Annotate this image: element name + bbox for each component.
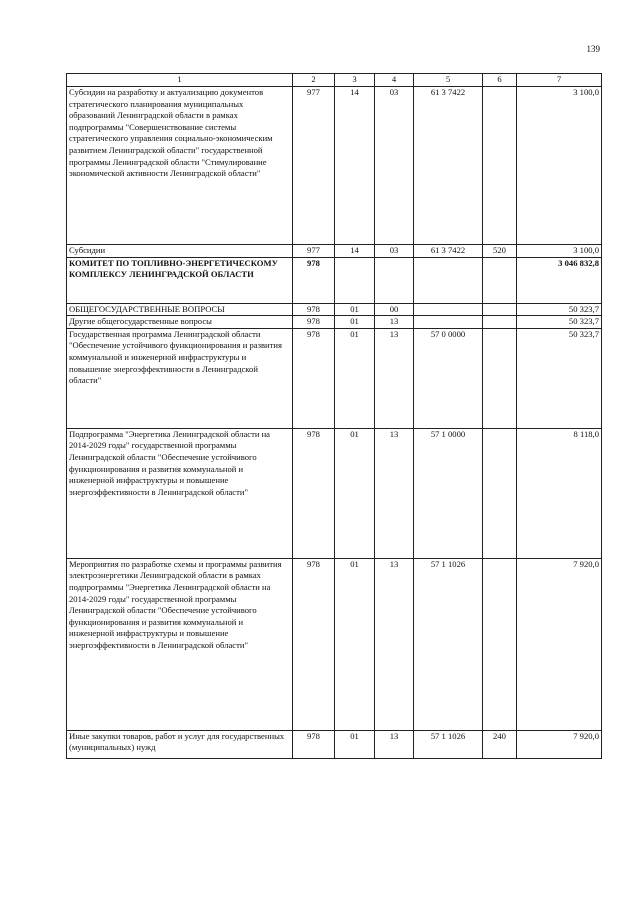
page-number: 139: [586, 44, 600, 54]
row-subsection-code: 13: [375, 730, 414, 758]
row-subsection-code: 03: [375, 245, 414, 258]
row-target-code: 57 1 1026: [414, 558, 483, 730]
row-name: Мероприятия по разработке схемы и программы развития электроэнергетики Ленинградской области в рамках подпрограммы "Энергетика Ленинградской области на 2014-2029 годы" государственной программы Ленинградской области "Обеспечение устойчивого функционирования и развития коммунальной и инженерной инфраструктуры и повышение энергоэффективности в Ленинградской области": [67, 558, 293, 730]
row-amount: 8 118,0: [517, 428, 602, 558]
table-row: [67, 328, 602, 428]
column-header: 4: [375, 74, 414, 87]
row-subsection-code: 13: [375, 328, 414, 428]
column-header: 2: [293, 74, 335, 87]
row-amount: 3 100,0: [517, 245, 602, 258]
row-ministry-code: 978: [293, 730, 335, 758]
row-section-code: 14: [335, 245, 375, 258]
row-amount: 50 323,7: [517, 303, 602, 316]
row-subsection-code: 13: [375, 428, 414, 558]
column-header: 5: [414, 74, 483, 87]
row-amount: 3 100,0: [517, 87, 602, 245]
row-expense-type: 520: [483, 245, 517, 258]
row-name: Субсидии: [67, 245, 293, 258]
row-subsection-code: 13: [375, 316, 414, 329]
row-ministry-code: 978: [293, 316, 335, 329]
row-amount: 50 323,7: [517, 316, 602, 329]
budget-table: [66, 73, 602, 759]
row-name: Субсидии на разработку и актуализацию документов стратегического планирования муниципальных образований Ленинградской области в рамках подпрограммы "Совершенствование системы стратегического управления социально-экономическим развитием Ленинградской области" государственной программы Ленинградской области "Стимулирование экономической активности Ленинградской области": [67, 87, 293, 245]
row-name: Подпрограмма "Энергетика Ленинградской области на 2014-2029 годы" государственной программы Ленинградской области "Обеспечение устойчивого функционирования и развития коммунальной и инженерной инфраструктуры и повышение энергоэффективности в Ленинградской области": [67, 428, 293, 558]
table-row: [67, 316, 602, 329]
row-subsection-code: 00: [375, 303, 414, 316]
column-header: 7: [517, 74, 602, 87]
row-target-code: 61 3 7422: [414, 87, 483, 245]
row-section-code: 01: [335, 558, 375, 730]
row-name: ОБЩЕГОСУДАРСТВЕННЫЕ ВОПРОСЫ: [67, 303, 293, 316]
row-target-code: 57 1 0000: [414, 428, 483, 558]
row-section-code: 14: [335, 87, 375, 245]
table-row: [67, 245, 602, 258]
row-target-code: 57 0 0000: [414, 328, 483, 428]
row-target-code: [414, 303, 483, 316]
row-expense-type: [483, 316, 517, 329]
row-name: Государственная программа Ленинградской области "Обеспечение устойчивого функционирования и развития коммунальной и инженерной инфраструктуры и повышение энергоэффективности в Ленинградской области": [67, 328, 293, 428]
row-expense-type: [483, 87, 517, 245]
row-target-code: [414, 316, 483, 329]
row-subsection-code: [375, 257, 414, 303]
row-ministry-code: 977: [293, 245, 335, 258]
table-row: [67, 730, 602, 758]
table-row: [67, 558, 602, 730]
row-section-code: 01: [335, 316, 375, 329]
row-expense-type: [483, 303, 517, 316]
row-target-code: 61 3 7422: [414, 245, 483, 258]
row-ministry-code: 978: [293, 303, 335, 316]
row-name: КОМИТЕТ ПО ТОПЛИВНО-ЭНЕРГЕТИЧЕСКОМУ КОМПЛЕКСУ ЛЕНИНГРАДСКОЙ ОБЛАСТИ: [67, 257, 293, 303]
row-expense-type: 240: [483, 730, 517, 758]
row-section-code: 01: [335, 303, 375, 316]
row-ministry-code: 978: [293, 558, 335, 730]
row-ministry-code: 978: [293, 428, 335, 558]
row-expense-type: [483, 257, 517, 303]
row-amount: 3 046 832,8: [517, 257, 602, 303]
column-header: 3: [335, 74, 375, 87]
row-ministry-code: 978: [293, 328, 335, 428]
row-expense-type: [483, 558, 517, 730]
column-header: 6: [483, 74, 517, 87]
table-row: [67, 257, 602, 303]
row-subsection-code: 13: [375, 558, 414, 730]
row-section-code: 01: [335, 730, 375, 758]
row-ministry-code: 977: [293, 87, 335, 245]
table-row: [67, 428, 602, 558]
row-section-code: 01: [335, 328, 375, 428]
row-target-code: [414, 257, 483, 303]
row-ministry-code: 978: [293, 257, 335, 303]
row-amount: 7 920,0: [517, 730, 602, 758]
row-expense-type: [483, 328, 517, 428]
row-subsection-code: 03: [375, 87, 414, 245]
table-row: [67, 87, 602, 245]
table-row: [67, 303, 602, 316]
column-header: 1: [67, 74, 293, 87]
row-name: Другие общегосударственные вопросы: [67, 316, 293, 329]
row-section-code: [335, 257, 375, 303]
row-amount: 50 323,7: [517, 328, 602, 428]
row-target-code: 57 1 1026: [414, 730, 483, 758]
row-expense-type: [483, 428, 517, 558]
row-section-code: 01: [335, 428, 375, 558]
row-name: Иные закупки товаров, работ и услуг для государственных (муниципальных) нужд: [67, 730, 293, 758]
row-amount: 7 920,0: [517, 558, 602, 730]
table-header-row: [67, 74, 602, 87]
